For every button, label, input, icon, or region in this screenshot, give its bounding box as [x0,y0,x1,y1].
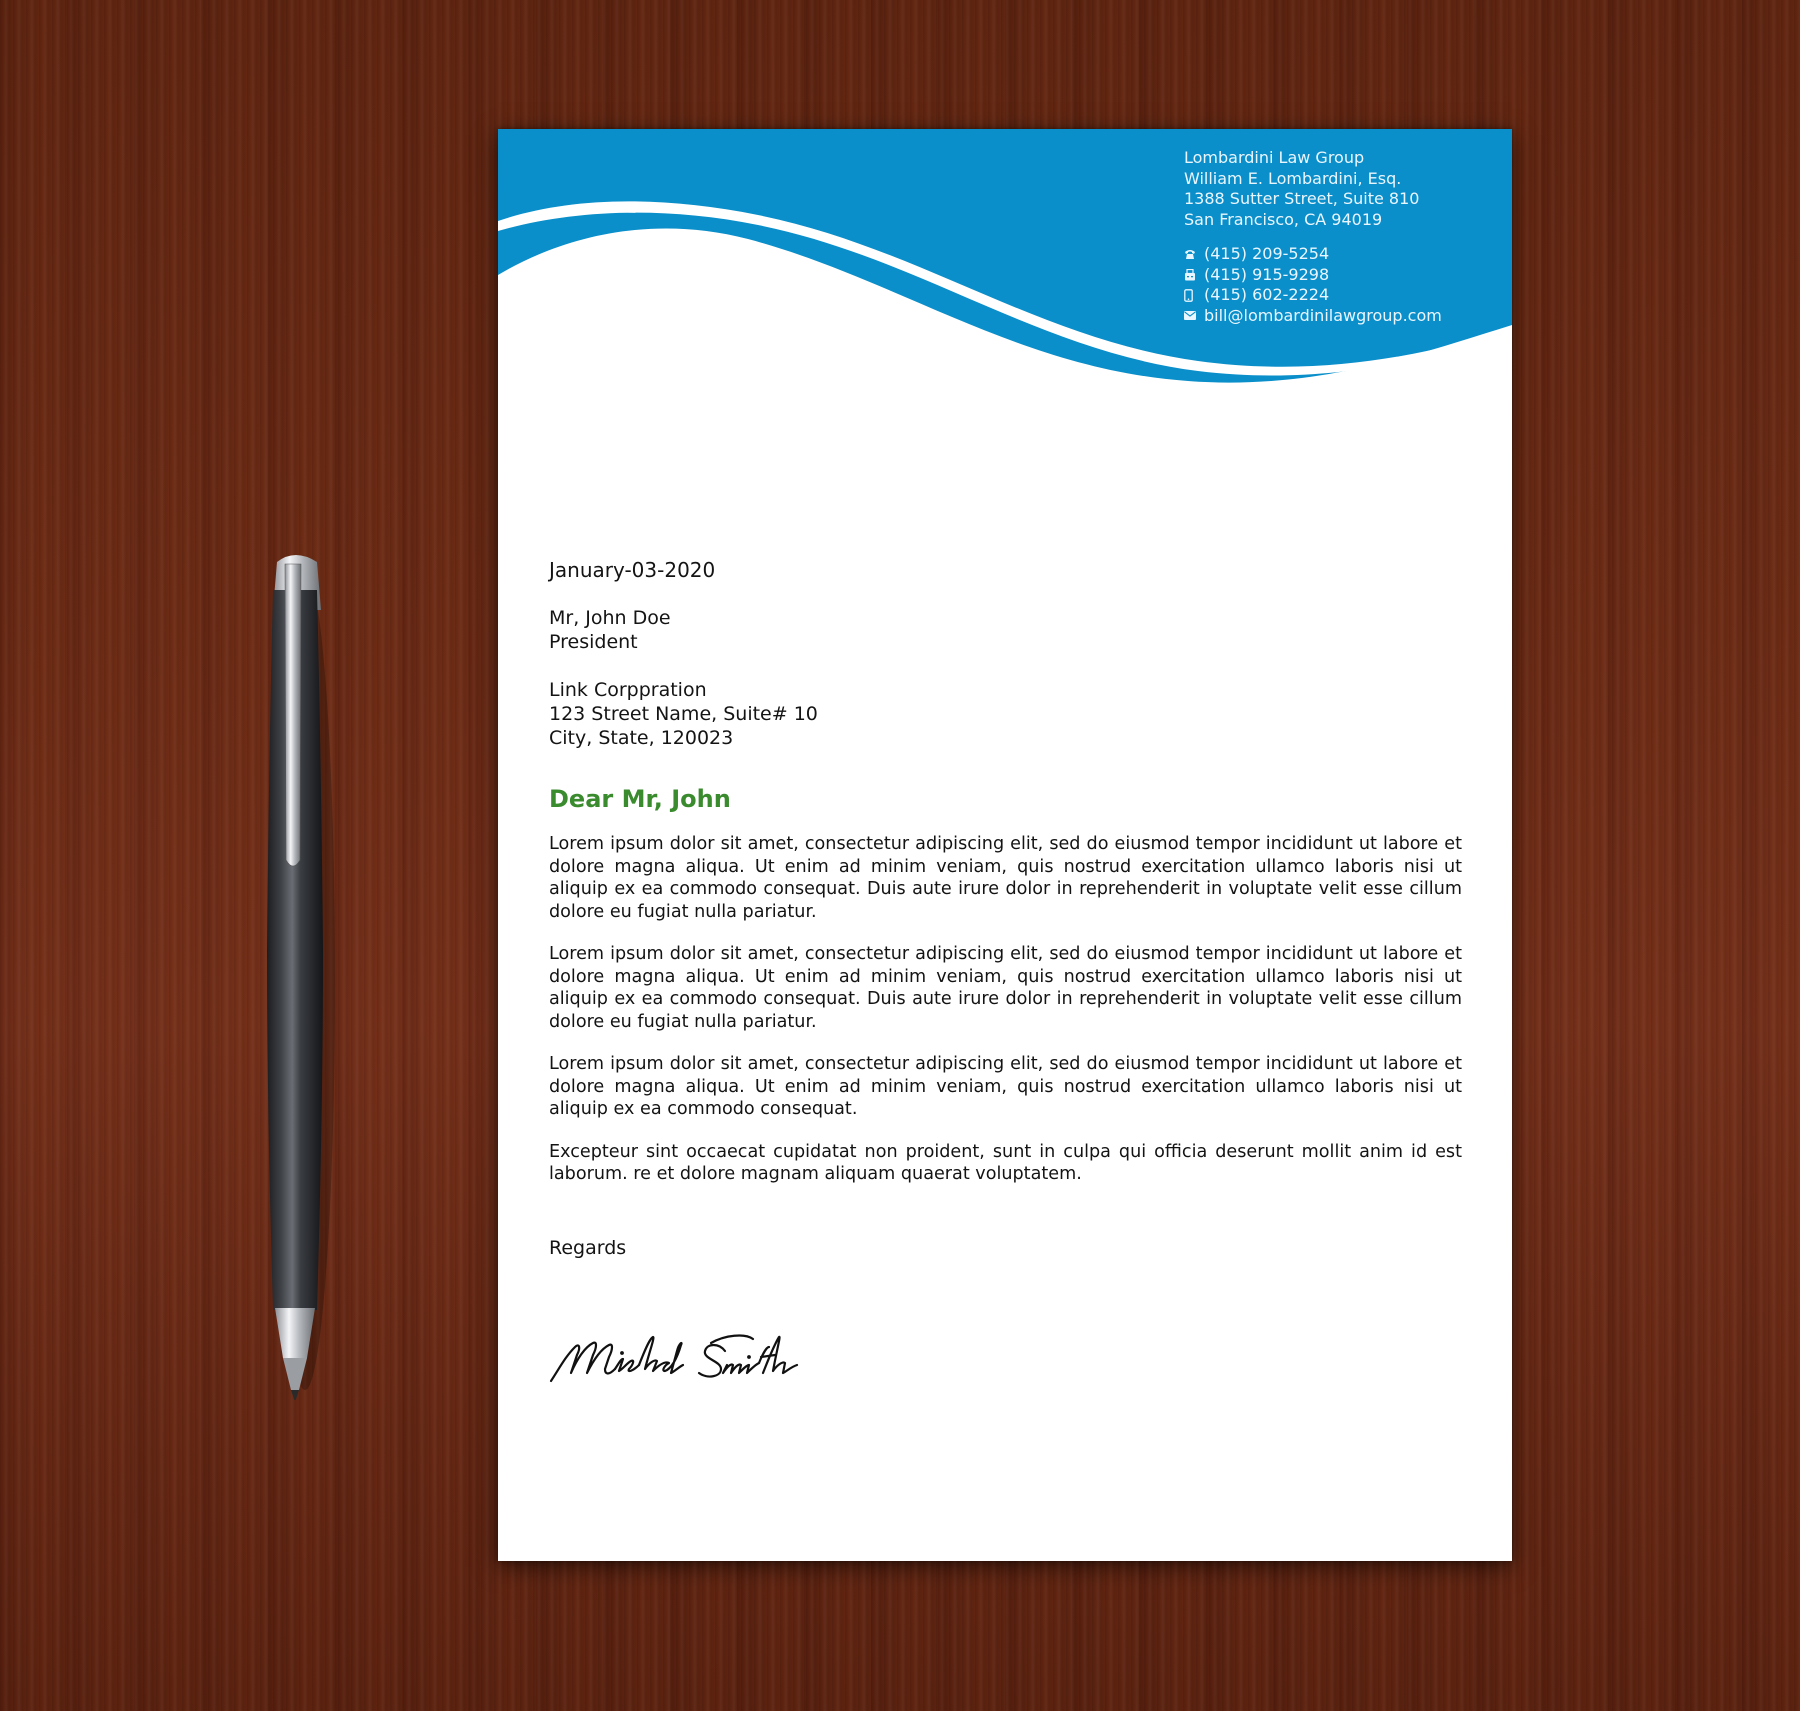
mobile-row [1184,285,1442,306]
body-paragraph: Lorem ipsum dolor sit amet, consectetur adipiscing elit, sed do eiusmod tempor incididunt ut labore et dolore magna aliqua. Ut enim ad minim veniam, quis nostrud exercitation ullamco laboris nisi ut aliquip ex ea commodo consequat. Duis aute irure dolor in reprehenderit in voluptate velit esse cillum dolore eu fugiat nulla pariatur. [549,834,1462,922]
company-city: City, State, 120023 [549,727,734,749]
firm-name: Lombardini Law Group [1184,148,1365,167]
fax-number: (415) 915-9298 [1204,264,1330,284]
letter-body [549,557,1462,1279]
salutation: Dear Mr, John [549,785,731,813]
phone-number: (415) 209-5254 [1204,244,1330,263]
recipient-address-block [549,678,1462,750]
email-address[interactable]: bill@lombardinilawgroup.com [1204,305,1442,325]
handwritten-signature [549,1329,839,1389]
fax-icon [1184,269,1204,281]
phone-row [1184,244,1442,265]
body-paragraph: Lorem ipsum dolor sit amet, consectetur adipiscing elit, sed do eiusmod tempor incididunt ut labore et dolore magna aliqua. Ut enim ad minim veniam, quis nostrud exercitation ullamco laboris nisi ut aliquip ex ea commodo consequat. Duis aute irure dolor in reprehenderit in voluptate velit esse cillum dolore eu fugiat nulla pariatur. [549,944,1462,1032]
firm-street: 1388 Sutter Street, Suite 810 [1184,189,1420,208]
phone-icon [1184,249,1204,260]
mobile-icon [1184,289,1204,302]
firm-contact-block [1184,148,1442,326]
ballpoint-pen [255,550,335,1400]
fax-row [1184,265,1442,286]
firm-city: San Francisco, CA 94019 [1184,209,1383,229]
email-icon [1184,311,1204,320]
attorney-name: William E. Lombardini, Esq. [1184,168,1402,188]
company-street: 123 Street Name, Suite# 10 [549,703,818,725]
letter-date: January-03-2020 [549,558,716,582]
closing: Regards [549,1236,627,1259]
recipient-name: Mr, John Doe [549,607,671,629]
letterhead-paper [498,129,1512,1561]
body-paragraph: Lorem ipsum dolor sit amet, consectetur adipiscing elit, sed do eiusmod tempor incididunt ut labore et dolore magna aliqua. Ut enim ad minim veniam, quis nostrud exercitation ullamco laboris nisi ut aliquip ex ea commodo consequat. [549,1054,1462,1119]
company-name: Link Corppration [549,679,707,701]
mobile-number: (415) 602-2224 [1204,285,1330,304]
email-row [1184,306,1442,327]
recipient-title: President [549,631,638,653]
body-paragraph: Excepteur sint occaecat cupidatat non proident, sunt in culpa qui officia deserunt mollit anim id est laborum. re et dolore magnam aliquam quaerat voluptatem. [549,1141,1462,1184]
recipient-block [549,606,1462,654]
